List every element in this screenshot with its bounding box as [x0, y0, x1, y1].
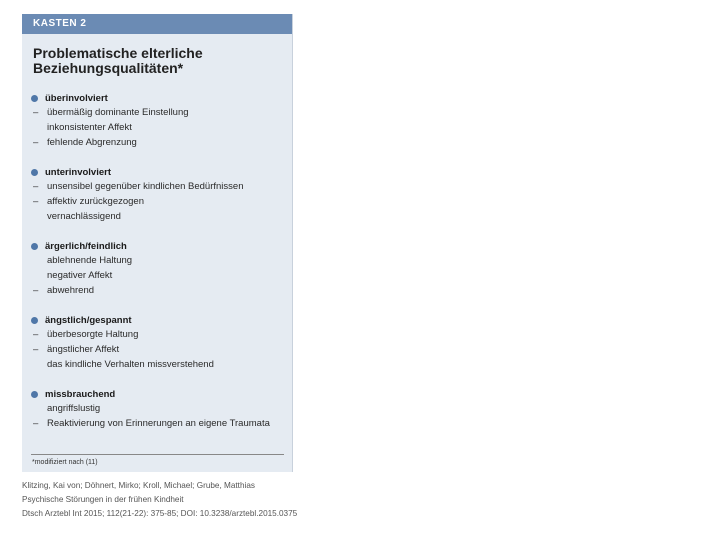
box-title: [33, 46, 292, 76]
item-text: abwehrend: [47, 285, 95, 296]
list-item: [31, 209, 286, 224]
group-label: überinvolviert: [45, 92, 108, 104]
box-title-line: Beziehungsqualitäten*: [33, 60, 184, 76]
group-heading: [31, 165, 286, 179]
group-heading: [31, 91, 286, 105]
item-text: übermäßig dominante Einstellung: [47, 107, 189, 118]
bullet-icon: [31, 317, 38, 324]
item-text: affektiv zurückgezogen: [47, 196, 144, 207]
list-item: [31, 327, 286, 342]
dash-mark: [31, 401, 47, 416]
item-text: unsensibel gegenüber kindlichen Bedürfnissen: [47, 181, 244, 192]
item-text: vernachlässigend: [47, 211, 121, 222]
list-item: [31, 105, 286, 120]
group: [31, 313, 286, 372]
dash-mark: –: [33, 285, 39, 296]
footnote: *modifiziert nach (11): [32, 459, 98, 466]
item-text: Reaktivierung von Erinnerungen an eigene Traumata: [47, 418, 270, 429]
dash-mark: –: [33, 196, 39, 207]
item-text: inkonsistenter Affekt: [47, 122, 132, 133]
item-text: das kindliche Verhalten missverstehend: [47, 359, 214, 370]
dash-mark: [31, 253, 47, 268]
dash-mark: –: [33, 418, 39, 429]
list-item: [31, 268, 286, 283]
group: [31, 91, 286, 150]
list-item: [31, 120, 286, 135]
bullet-icon: [31, 169, 38, 176]
list-item: [31, 135, 286, 150]
group-label: ängstlich/gespannt: [45, 314, 132, 326]
item-text: ablehnende Haltung: [47, 255, 133, 266]
bullet-icon: [31, 243, 38, 250]
list-item: [31, 416, 286, 431]
item-text: ängstlicher Affekt: [47, 344, 120, 355]
group-label: ärgerlich/feindlich: [45, 240, 127, 252]
dash-mark: –: [33, 329, 39, 340]
footnote-divider: [31, 454, 284, 455]
group-list: [31, 91, 286, 446]
citation-reference: Dtsch Arztebl Int 2015; 112(21-22): 375-85; DOI: 10.3238/arztebl.2015.0375: [22, 509, 298, 518]
group-heading: [31, 239, 286, 253]
citation-authors: Klitzing, Kai von; Döhnert, Mirko; Kroll, Michael; Grube, Matthias: [22, 481, 255, 490]
group: [31, 165, 286, 224]
dash-mark: [31, 357, 47, 372]
box-title-line: Problematische elterliche: [33, 45, 203, 61]
group-label: missbrauchend: [45, 388, 116, 400]
group-heading: [31, 387, 286, 401]
item-text: überbesorgte Haltung: [47, 329, 139, 340]
dash-mark: –: [33, 344, 39, 355]
item-text: angriffslustig: [47, 403, 101, 414]
list-item: [31, 194, 286, 209]
dash-mark: –: [33, 107, 39, 118]
box-header: KASTEN 2: [22, 14, 292, 34]
list-item: [31, 283, 286, 298]
info-box: [22, 14, 293, 472]
group-label: unterinvolviert: [45, 166, 111, 178]
dash-mark: [31, 209, 47, 224]
dash-mark: [31, 120, 47, 135]
item-text: negativer Affekt: [47, 270, 113, 281]
list-item: [31, 401, 286, 416]
list-item: [31, 253, 286, 268]
list-item: [31, 342, 286, 357]
group: [31, 387, 286, 431]
citation-title: Psychische Störungen in der frühen Kindheit: [22, 495, 184, 504]
list-item: [31, 357, 286, 372]
bullet-icon: [31, 95, 38, 102]
group: [31, 239, 286, 298]
group-heading: [31, 313, 286, 327]
bullet-icon: [31, 391, 38, 398]
dash-mark: –: [33, 181, 39, 192]
item-text: fehlende Abgrenzung: [47, 137, 137, 148]
dash-mark: –: [33, 137, 39, 148]
citation: [22, 479, 297, 521]
dash-mark: [31, 268, 47, 283]
list-item: [31, 179, 286, 194]
